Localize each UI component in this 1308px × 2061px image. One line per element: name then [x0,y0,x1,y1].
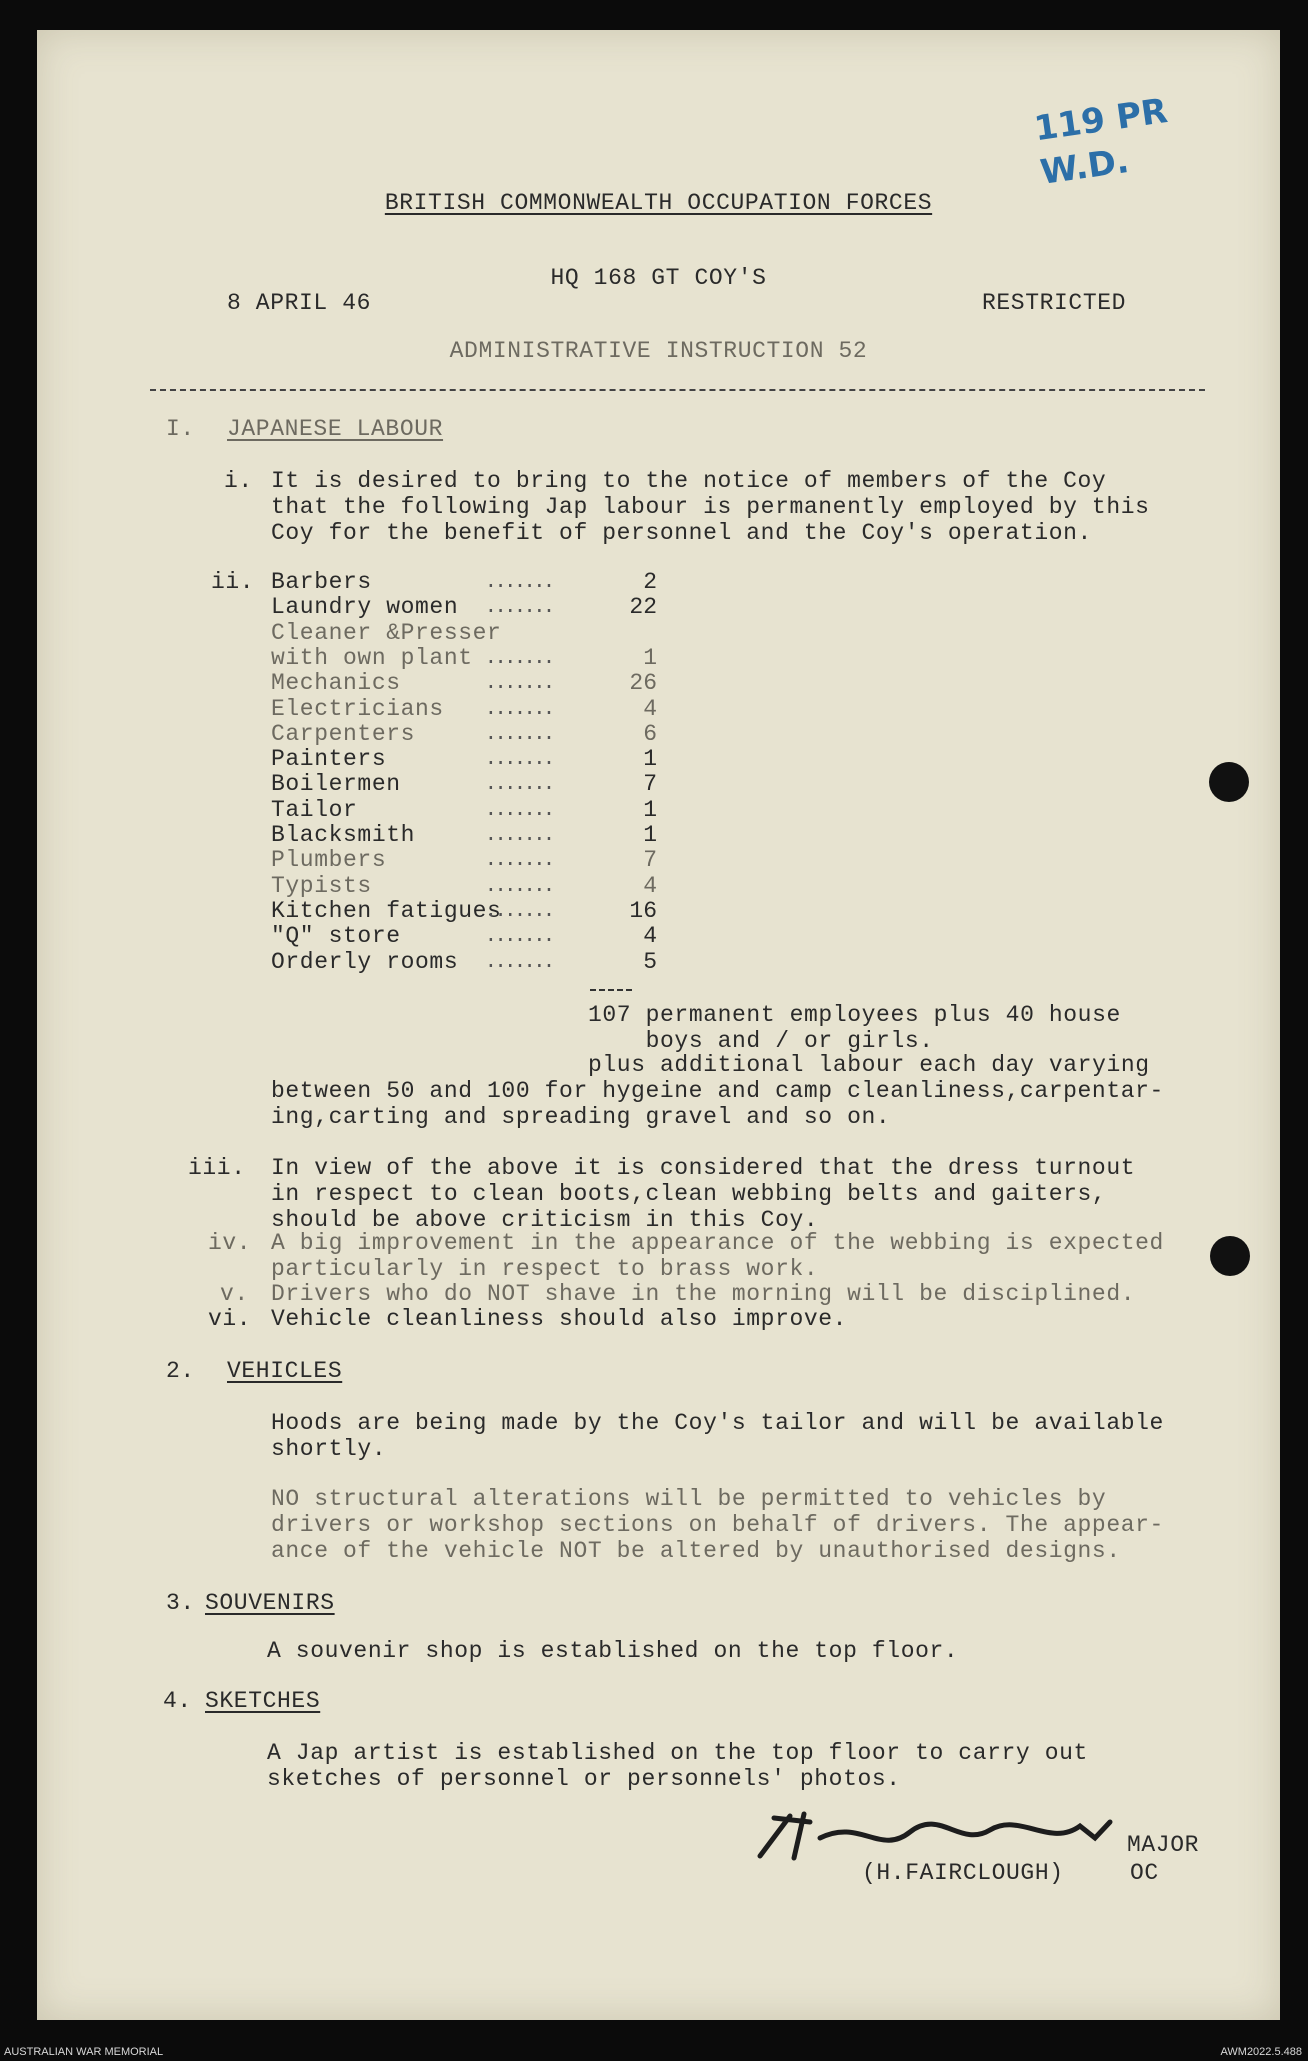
labour-item-name: Kitchen fatigues [271,897,502,924]
para-vi: Vehicle cleanliness should also improve. [271,1306,848,1332]
section2-heading: VEHICLES [227,1358,343,1384]
classification: RESTRICTED [982,290,1127,316]
section3-num: 3. [166,1590,195,1616]
org-title: BRITISH COMMONWEALTH OCCUPATION FORCES [384,190,933,216]
leader-dots: ․․․․․․․ [487,922,555,949]
leader-dots: ․․․․․․․ [487,846,555,873]
doc-date: 8 APRIL 46 [227,290,372,316]
labour-item-name: Blacksmith [271,822,416,848]
labour-item-name: Tailor [271,796,358,823]
leader-dots: ․․․․․․․ [487,871,555,898]
labour-item-name: Painters [271,746,387,773]
labour-item-count: 26 [629,670,657,697]
punch-hole-upper [1209,762,1249,802]
labour-item-count: 5 [643,948,657,975]
leader-dots: ․․․․․․․ [487,568,555,594]
leader-dots: ․․․․․․․ [487,593,555,620]
para-iii-num: iii. [188,1155,246,1181]
leader-dots: ․․․․․․․ [487,821,555,847]
handwritten-note: 119 PR W.D. [1031,91,1170,193]
labour-item-count: 1 [643,746,657,773]
labour-item-name: Typists [271,872,372,899]
labour-item-name: Plumbers [271,847,387,874]
para-v-num: v. [220,1281,249,1307]
leader-dots: ․․․․․․․ [487,719,555,746]
para-iv: A big improvement in the appearance of the webbing is expected particularly in respect to brass work. [271,1230,1164,1282]
labour-item-name: Carpenters [271,720,416,747]
labour-item-name: Cleaner &Presser [271,619,502,646]
leader-dots: ․․․․․․․ [487,795,555,822]
doc-title: ADMINISTRATIVE INSTRUCTION 52 [449,338,868,364]
labour-item-name: Orderly rooms [271,948,459,975]
total-rule [590,989,632,991]
labour-item-name: Boilermen [271,771,401,798]
section1-heading: JAPANESE LABOUR [227,416,444,442]
leader-dots: ․․․․․․․ [487,745,555,772]
section1-num: I. [166,416,195,442]
signature-scrawl [750,1808,1160,1868]
leader-dots: ․․․․․․․ [487,694,555,721]
leader-dots: ․․․․․․․ [487,669,555,696]
signatory-name: (H.FAIRCLOUGH) [862,1860,1064,1886]
list-num: ii. [211,569,255,595]
section4-p1: A Jap artist is established on the top floor to carry out sketches of personnel or personnels' photos. [267,1740,1088,1792]
para-iv-num: iv. [208,1230,252,1256]
labour-item-name: Barbers [271,569,372,595]
leader-dots: ․․․․․․․ [487,643,555,670]
labour-item-count: 2 [643,569,657,595]
section3-p1: A souvenir shop is established on the top floor. [267,1638,959,1664]
labour-item-name: with own plant [271,644,473,671]
labour-item-count: 4 [643,923,657,950]
para-i: It is desired to bring to the notice of members of the Coy that the following Jap labour is permanently employed by this Coy for the benefit of personnel and the Coy's operation. [271,468,1150,546]
labour-item-count: 4 [643,872,657,899]
labour-item-count: 4 [643,695,657,722]
labour-item-name: Laundry women [271,594,459,621]
labour-item-count: 1 [643,644,657,671]
additional-line1: plus additional labour each day varying [588,1052,1150,1078]
punch-hole-lower [1210,1236,1250,1276]
leader-dots: ․․․․․․․ [487,896,555,923]
additional-rest: between 50 and 100 for hygeine and camp cleanliness,carpentar- ing,carting and spreading gravel and so on. [271,1078,1164,1130]
section2-p2: NO structural alterations will be permitted to vehicles by drivers or workshop sections on behalf of drivers. The appear- ance of the vehicle NOT be altered by unauthorised designs. [271,1486,1164,1564]
footer-credit: AUSTRALIAN WAR MEMORIAL [4,2046,164,2058]
para-vi-num: vi. [208,1306,252,1332]
labour-item-name: Electricians [271,695,444,722]
total-text: 107 permanent employees plus 40 house boys and / or girls. [588,1002,1121,1054]
signatory-rank: MAJOR [1127,1832,1200,1858]
unit-title: HQ 168 GT COY'S [550,265,767,291]
labour-item-count: 1 [643,796,657,823]
header-rule [150,389,1205,391]
leader-dots: ․․․․․․․ [487,947,555,974]
section4-heading: SKETCHES [205,1688,321,1714]
document-page [37,30,1280,2020]
section2-num: 2. [166,1358,195,1384]
para-i-num: i. [224,468,253,494]
labour-item-count: 7 [643,771,657,798]
section3-heading: SOUVENIRS [205,1590,335,1616]
labour-item-name: "Q" store [271,923,401,950]
para-iii: In view of the above it is considered that the dress turnout in respect to clean boots,clean webbing belts and gaiters, should be above criticism in this Coy. [271,1155,1136,1233]
labour-item-count: 16 [629,897,657,924]
labour-item-count: 7 [643,847,657,874]
section2-p1: Hoods are being made by the Coy's tailor and will be available shortly. [271,1410,1164,1462]
labour-item-name: Mechanics [271,670,401,697]
labour-item-count: 1 [643,822,657,848]
para-v: Drivers who do NOT shave in the morning will be disciplined. [271,1281,1136,1307]
section4-num: 4. [163,1688,192,1714]
leader-dots: ․․․․․․․ [487,770,555,797]
footer-ref: AWM2022.5.488 [1220,2046,1302,2058]
labour-item-count: 22 [629,594,657,621]
signatory-role: OC [1130,1860,1159,1886]
labour-item-count: 6 [643,720,657,747]
